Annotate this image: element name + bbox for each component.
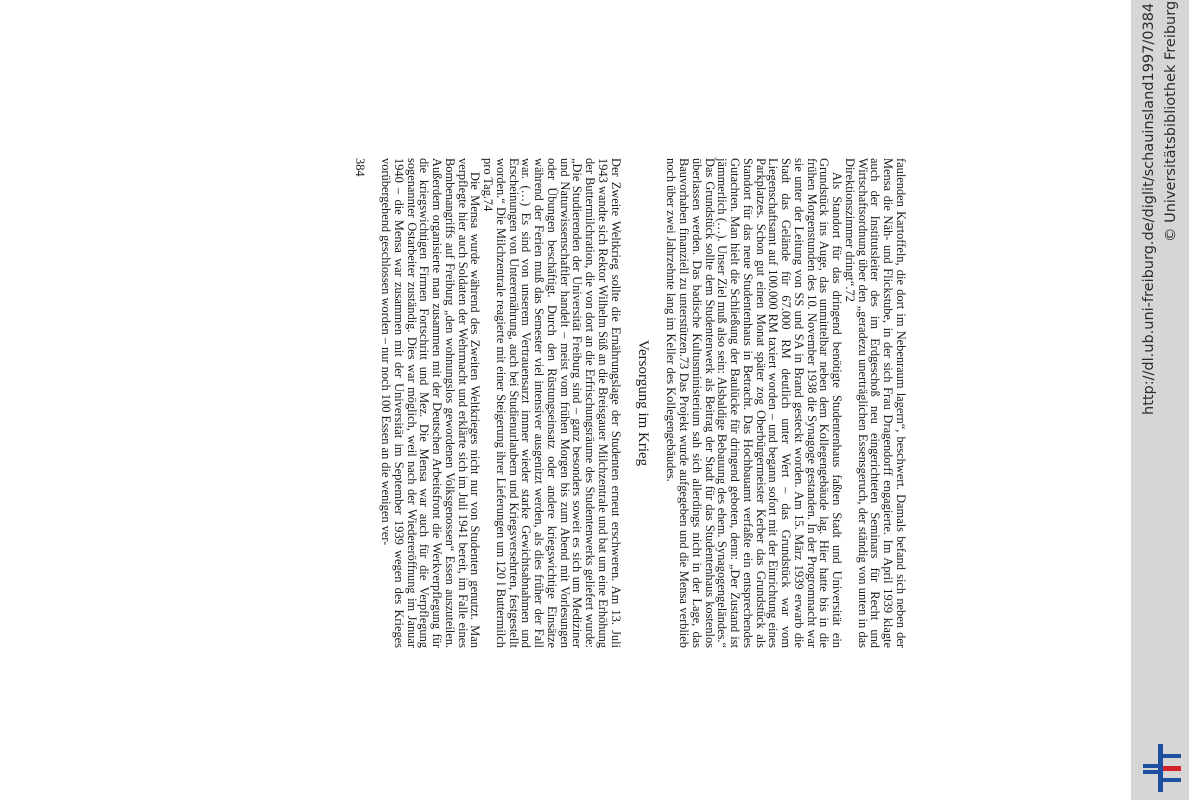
library-logo-icon [1141, 744, 1183, 792]
page-content [197, 158, 907, 648]
source-url-link[interactable]: http://dl.ub.uni-freiburg.de/diglit/schauinsland1997/0384 [1141, 2, 1157, 415]
paragraph: faulenden Kartoffeln, die dort im Nebenraum lagern“, beschwert. Damals befand sich neben der Mensa die Näh- und Flickstube, in der sich Frau Dragendorff engagierte. Im April 1939 klagte auch der Institutsleiter des im Erdgeschoß neu eingerichteten Seminars für Recht und Wirtschaftsordnung über den „geradezu unerträglichen Essensgeruch, der ständig von unten in das Direktionszimmer dringt“.72 [843, 158, 908, 648]
paragraph: Die Mensa wurde während des Zweiten Weltkrieges nicht nur von Studenten genutzt. Man verpflegte hier auch Soldaten der Wehrmacht und erklärte sich im Juli 1941 bereit, im Falle eines Bombenangriffs auf Freiburg „den wohnungslos gewordenen Volksgenossen“ Essen auszuteilen. Außerdem organisierte man zusammen mit der Deutschen Arbeitsfront die Werkverpflegung für die kriegswichtigen Firmen Fortschritt und Mez. Die Mensa war auch für die Verpflegung sogenannter Ostarbeiter zuständig. Dies war möglich, weil nach der Wiedereröffnung im Januar 1940 – die Mensa war zusammen mit der Universität im September 1939 wegen des Krieges vorübergehend geschlossen worden – nur noch 100 Essen an die wenigen ver- [379, 158, 483, 648]
sidebar [1131, 0, 1189, 800]
scanned-page [197, 158, 907, 648]
paragraph: Als Standort für das dringend benötigte Studentenhaus faßten Stadt und Universität ein Grundstück ins Auge, das unmittelbar neben dem Kollegengebäude lag. Hier hatte bis in die frühen Morgenstunden des 10. November 1938 die Synagoge gestanden. In der Progromnacht war sie unter der Leitung von SS und SA in Brand gesteckt worden. Am 15. März 1939 erwarb die Stadt das Gelände für 67.000 RM deutlich unter Wert – das Grundstück war vom Liegenschaftsamt auf 100.000 RM taxiert worden – und begann sofort mit der Einrichtung eines Parkplatzes. Schon gut einen Monat später zog Oberbürgermeister Kerber das Grundstück als Standort für das neue Studentenhaus in Betracht. Das Hochbauamt verfaßte ein entsprechendes Gutachten. Man hielt die Schließung der Baulücke für dringend geboten, denn: „Der Zustand ist jämmerlich (…). Unser Ziel muß also sein: Alsbaldige Bebauung des ehem. Synagogengeländes.“ Das Grundstück sollte dem Studentenwerk als Beitrag der Stadt für das Studentenhaus kostenlos überlassen werden. Das badische Kultusministerium sah sich allerdings nicht in der Lage, das Bauvorhaben finanziell zu unterstützen.73 Das Projekt wurde aufgegeben und die Mensa verblieb noch über zwei Jahrzehnte lang im Keller des Kollegengebäudes. [664, 158, 845, 648]
paragraph: Der Zweite Weltkrieg sollte die Ernährungslage der Studenten erneut erschweren. Am 13. Juli 1943 wandte sich Rektor Wilhelm Süß an die Breisgauer Milchzentrale und bat um eine Erhöhung der Buttermilchration, die von dort an die Erfrischungsräume des Studentenwerks geliefert wurde: „Die Studierenden der Universität Freiburg sind – ganz besonders soweit es sich um Mediziner und Naturwissenschaftler handelt – meist vom frühen Morgen bis zum Abend mit Vorlesungen oder Übungen beschäftigt. Durch den Rüstungseinsatz oder andere kriegswichtige Einsätze während der Ferien muß das Semester viel intensiver ausgenitzt werden, als dies früher der Fall war. (…) Es sind von unserem Vertrauensarzt immer wieder starke Gewichtsabnahmen und Erscheinungen von Unterernährung, auch bei Studienurlaubern und Kriegsversehrten, festgestellt worden.“ Die Milchzentrale reagierte mit einer Steigerung ihrer Lieferungen um 120 l Buttermilch pro Tag.74 [481, 158, 623, 648]
page-number: 384 [353, 158, 368, 177]
copyright-text: © Universitätsbibliothek Freiburg [1163, 0, 1179, 242]
section-heading: Versorgung im Krieg [634, 339, 651, 467]
